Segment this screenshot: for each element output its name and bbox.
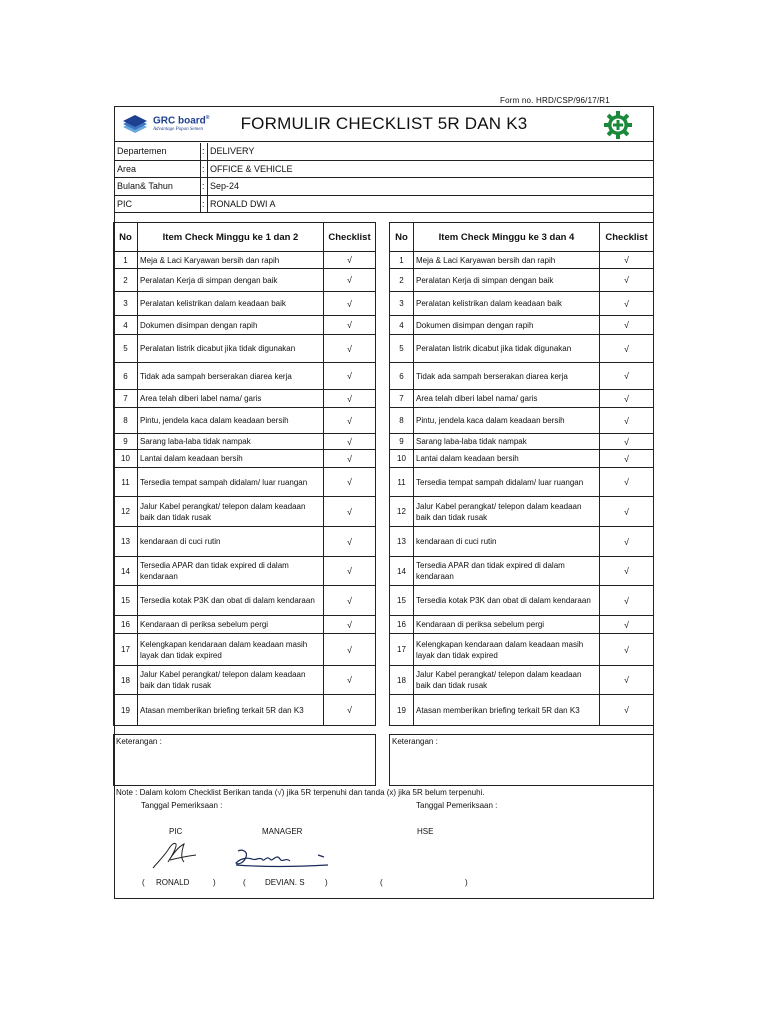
item-description: Atasan memberikan briefing terkait 5R dan K3 [414, 695, 600, 726]
row-number: 15 [114, 586, 138, 616]
checklist-note: Note : Dalam kolom Checklist Berikan tanda (√) jika 5R terpenuhi dan tanda (x) jika 5R belum terpenuhi. [116, 788, 485, 797]
table-row [390, 434, 654, 450]
row-number: 7 [114, 390, 138, 408]
checklist-table-week-1-2 [113, 222, 376, 726]
item-description: kendaraan di cuci rutin [138, 527, 324, 557]
table-row [114, 497, 376, 527]
col-checklist-header: Checklist [600, 223, 654, 252]
info-colon: : [202, 163, 205, 174]
checklist-mark[interactable]: √ [324, 527, 376, 557]
info-value: RONALD DWI A [210, 198, 276, 209]
item-description: Meja & Laci Karyawan bersih dan rapih [138, 252, 324, 269]
keterangan-label: Keterangan : [116, 737, 162, 746]
info-divider [200, 196, 201, 213]
row-number: 16 [114, 616, 138, 634]
info-value: Sep-24 [210, 181, 240, 191]
item-description: Peralatan listrik dicabut jika tidak digunakan [138, 335, 324, 363]
row-number: 15 [390, 586, 414, 616]
row-number: 17 [390, 634, 414, 666]
info-colon: : [202, 146, 205, 156]
item-description: Kelengkapan kendaraan dalam keadaan masih layak dan tidak expired [414, 634, 600, 666]
checklist-mark[interactable]: √ [600, 292, 654, 316]
table-row [114, 634, 376, 666]
checklist-mark[interactable]: √ [324, 363, 376, 390]
col-item-header: Item Check Minggu ke 1 dan 2 [138, 223, 324, 252]
item-description: Lantai dalam keadaan bersih [138, 450, 324, 468]
col-no-header: No [390, 223, 414, 252]
item-description: Kelengkapan kendaraan dalam keadaan masih layak dan tidak expired [138, 634, 324, 666]
table-row [390, 252, 654, 269]
item-description: Pintu, jendela kaca dalam keadaan bersih [138, 408, 324, 434]
row-number: 11 [114, 468, 138, 497]
row-number: 3 [390, 292, 414, 316]
checklist-mark[interactable]: √ [324, 335, 376, 363]
table-row [390, 292, 654, 316]
item-description: Peralatan Kerja di simpan dengan baik [138, 269, 324, 292]
table-row [390, 335, 654, 363]
checklist-mark[interactable]: √ [600, 434, 654, 450]
item-description: Tersedia kotak P3K dan obat di dalam kendaraan [138, 586, 324, 616]
item-description: Tidak ada sampah berserakan diarea kerja [414, 363, 600, 390]
item-description: Jalur Kabel perangkat/ telepon dalam keadaan baik dan tidak rusak [414, 497, 600, 527]
checklist-mark[interactable]: √ [324, 434, 376, 450]
item-description: kendaraan di cuci rutin [414, 527, 600, 557]
table-row [114, 292, 376, 316]
row-number: 18 [390, 666, 414, 695]
row-number: 9 [390, 434, 414, 450]
info-row [115, 161, 653, 179]
manager-signature [232, 845, 332, 871]
row-number: 7 [390, 390, 414, 408]
item-description: Peralatan kelistrikan dalam keadaan baik [414, 292, 600, 316]
table-row [114, 390, 376, 408]
checklist-mark[interactable]: √ [600, 695, 654, 726]
col-item-header: Item Check Minggu ke 3 dan 4 [414, 223, 600, 252]
pic-name: RONALD [156, 878, 190, 887]
row-number: 12 [390, 497, 414, 527]
table-row [390, 634, 654, 666]
item-description: Pintu, jendela kaca dalam keadaan bersih [414, 408, 600, 434]
item-description: Area telah diberi label nama/ garis [414, 390, 600, 408]
row-number: 11 [390, 468, 414, 497]
row-number: 2 [390, 269, 414, 292]
checklist-mark[interactable]: √ [600, 390, 654, 408]
item-description: Peralatan listrik dicabut jika tidak digunakan [414, 335, 600, 363]
keterangan-label: Keterangan : [392, 737, 438, 746]
checklist-mark[interactable]: √ [600, 269, 654, 292]
checklist-mark[interactable]: √ [324, 497, 376, 527]
row-number: 8 [114, 408, 138, 434]
info-row [115, 178, 653, 196]
item-description: Lantai dalam keadaan bersih [414, 450, 600, 468]
checklist-mark[interactable]: √ [600, 335, 654, 363]
item-description: Area telah diberi label nama/ garis [138, 390, 324, 408]
item-description: Kendaraan di periksa sebelum pergi [414, 616, 600, 634]
checklist-mark[interactable]: √ [324, 468, 376, 497]
table-row [390, 527, 654, 557]
info-divider [200, 161, 201, 178]
manager-name: DEVIAN. S [265, 878, 305, 887]
table-row [390, 408, 654, 434]
item-description: Atasan memberikan briefing terkait 5R dan K3 [138, 695, 324, 726]
table-row [390, 557, 654, 586]
checklist-mark[interactable]: √ [600, 557, 654, 586]
manager-role-label: MANAGER [262, 827, 303, 836]
checklist-mark[interactable]: √ [600, 450, 654, 468]
row-number: 14 [390, 557, 414, 586]
row-number: 2 [114, 269, 138, 292]
form-title: FORMULIR CHECKLIST 5R DAN K3 [240, 114, 528, 133]
paren-open-hse: ( [380, 878, 383, 887]
item-description: Sarang laba-laba tidak nampak [414, 434, 600, 450]
checklist-mark[interactable]: √ [324, 695, 376, 726]
row-number: 1 [390, 252, 414, 269]
row-number: 17 [114, 634, 138, 666]
checklist-mark[interactable]: √ [324, 557, 376, 586]
row-number: 4 [390, 316, 414, 335]
item-description: Jalur Kabel perangkat/ telepon dalam keadaan baik dan tidak rusak [414, 666, 600, 695]
row-number: 19 [114, 695, 138, 726]
checklist-mark[interactable]: √ [600, 497, 654, 527]
item-description: Peralatan kelistrikan dalam keadaan baik [138, 292, 324, 316]
info-label: Bulan& Tahun [117, 181, 173, 191]
keterangan-box-right [389, 734, 654, 786]
table-row [114, 450, 376, 468]
form-number: Form no. HRD/CSP/96/17/R1 [500, 96, 610, 105]
table-row [114, 408, 376, 434]
checklist-mark[interactable]: √ [600, 316, 654, 335]
row-number: 8 [390, 408, 414, 434]
paren-close-pic: ) [213, 878, 216, 887]
table-header-row [114, 223, 376, 252]
checklist-mark[interactable]: √ [324, 292, 376, 316]
checklist-mark[interactable]: √ [324, 616, 376, 634]
item-description: Kendaraan di periksa sebelum pergi [138, 616, 324, 634]
item-description: Tersedia APAR dan tidak expired di dalam kendaraan [138, 557, 324, 586]
table-row [390, 695, 654, 726]
table-row [390, 616, 654, 634]
info-row [115, 196, 653, 214]
row-number: 9 [114, 434, 138, 450]
table-row [390, 450, 654, 468]
table-row [114, 557, 376, 586]
paren-open-pic: ( [142, 878, 145, 887]
row-number: 19 [390, 695, 414, 726]
table-row [114, 434, 376, 450]
paren-close-hse: ) [465, 878, 468, 887]
row-number: 12 [114, 497, 138, 527]
table-row [390, 468, 654, 497]
info-label: Departemen [117, 146, 167, 156]
checklist-mark[interactable]: √ [600, 363, 654, 390]
table-row [390, 269, 654, 292]
checklist-mark[interactable]: √ [324, 586, 376, 616]
row-number: 5 [390, 335, 414, 363]
logo-tagline: Advantage Papan Semen [153, 127, 203, 132]
item-description: Dokumen disimpan dengan rapih [138, 316, 324, 335]
checklist-mark[interactable]: √ [324, 269, 376, 292]
checklist-mark[interactable]: √ [600, 468, 654, 497]
row-number: 13 [114, 527, 138, 557]
row-number: 14 [114, 557, 138, 586]
row-number: 3 [114, 292, 138, 316]
item-description: Tidak ada sampah berserakan diarea kerja [138, 363, 324, 390]
row-number: 10 [114, 450, 138, 468]
checklist-mark[interactable]: √ [600, 586, 654, 616]
row-number: 5 [114, 335, 138, 363]
info-row [115, 143, 653, 161]
item-description: Sarang laba-laba tidak nampak [138, 434, 324, 450]
checklist-mark[interactable]: √ [600, 616, 654, 634]
item-description: Tersedia kotak P3K dan obat di dalam kendaraan [414, 586, 600, 616]
keterangan-box-left [113, 734, 376, 786]
col-no-header: No [114, 223, 138, 252]
row-number: 6 [390, 363, 414, 390]
table-row [114, 468, 376, 497]
table-row [114, 252, 376, 269]
info-divider [207, 143, 208, 160]
table-row [114, 363, 376, 390]
safety-gear-icon [603, 110, 633, 140]
info-label: Area [117, 163, 137, 174]
item-description: Tersedia tempat sampah didalam/ luar ruangan [138, 468, 324, 497]
table-row [114, 616, 376, 634]
item-description: Peralatan Kerja di simpan dengan baik [414, 269, 600, 292]
info-divider [207, 178, 208, 195]
checklist-mark[interactable]: √ [324, 316, 376, 335]
table-row [114, 527, 376, 557]
pic-role-label: PIC [169, 827, 183, 836]
info-divider [207, 161, 208, 178]
info-colon: : [202, 198, 205, 209]
checklist-mark[interactable]: √ [600, 666, 654, 695]
table-row [114, 335, 376, 363]
table-row [114, 269, 376, 292]
checklist-mark[interactable]: √ [600, 408, 654, 434]
item-description: Tersedia tempat sampah didalam/ luar ruangan [414, 468, 600, 497]
item-description: Jalur Kabel perangkat/ telepon dalam keadaan baik dan tidak rusak [138, 666, 324, 695]
row-number: 18 [114, 666, 138, 695]
checklist-table-week-3-4 [389, 222, 654, 726]
row-number: 6 [114, 363, 138, 390]
checklist-mark[interactable]: √ [324, 634, 376, 666]
info-colon: : [202, 181, 205, 191]
col-checklist-header: Checklist [324, 223, 376, 252]
info-divider [200, 143, 201, 160]
paren-close-manager: ) [325, 878, 328, 887]
checklist-mark[interactable]: √ [324, 252, 376, 269]
table-row [390, 390, 654, 408]
table-row [390, 363, 654, 390]
inspection-date-label-right: Tanggal Pemeriksaan : [416, 801, 498, 810]
table-row [114, 666, 376, 695]
row-number: 4 [114, 316, 138, 335]
paren-open-manager: ( [243, 878, 246, 887]
table-row [114, 316, 376, 335]
item-description: Tersedia APAR dan tidak expired di dalam kendaraan [414, 557, 600, 586]
table-row [390, 586, 654, 616]
table-row [390, 497, 654, 527]
table-row [114, 695, 376, 726]
checklist-mark[interactable]: √ [600, 634, 654, 666]
info-value: DELIVERY [210, 146, 255, 156]
checklist-mark[interactable]: √ [324, 408, 376, 434]
row-number: 1 [114, 252, 138, 269]
checklist-mark[interactable]: √ [324, 666, 376, 695]
item-description: Dokumen disimpan dengan rapih [414, 316, 600, 335]
info-value: OFFICE & VEHICLE [210, 163, 293, 174]
logo-brand: GRC board® [153, 115, 210, 127]
table-row [114, 586, 376, 616]
info-section [115, 142, 653, 213]
info-divider [200, 178, 201, 195]
item-description: Meja & Laci Karyawan bersih dan rapih [414, 252, 600, 269]
item-description: Jalur Kabel perangkat/ telepon dalam keadaan baik dan tidak rusak [138, 497, 324, 527]
logo-registered-mark: ® [205, 115, 210, 121]
checklist-mark[interactable]: √ [600, 527, 654, 557]
form-header [115, 107, 653, 142]
checklist-mark[interactable]: √ [324, 450, 376, 468]
inspection-date-label-left: Tanggal Pemeriksaan : [141, 801, 223, 810]
checklist-mark[interactable]: √ [600, 252, 654, 269]
checklist-mark[interactable]: √ [324, 390, 376, 408]
info-label: PIC [117, 198, 133, 209]
row-number: 13 [390, 527, 414, 557]
pic-signature [150, 838, 200, 872]
info-divider [207, 196, 208, 213]
table-header-row [390, 223, 654, 252]
table-row [390, 666, 654, 695]
table-row [390, 316, 654, 335]
row-number: 16 [390, 616, 414, 634]
row-number: 10 [390, 450, 414, 468]
hse-role-label: HSE [417, 827, 434, 836]
